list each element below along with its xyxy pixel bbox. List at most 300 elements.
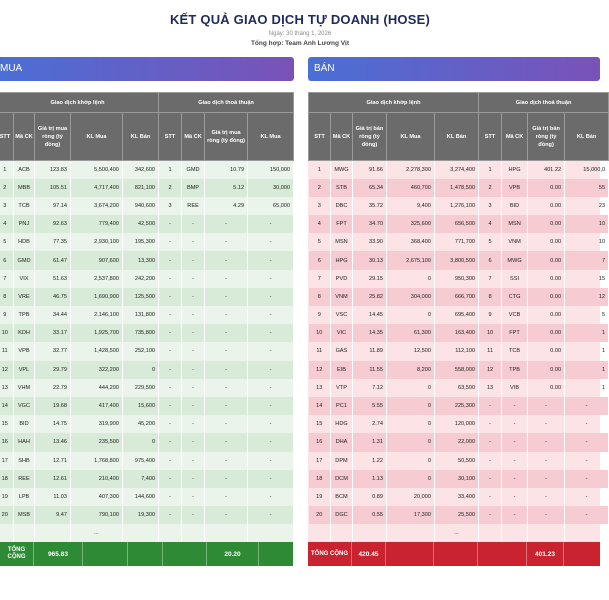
table-cell: 30,000 <box>248 179 294 197</box>
table-cell: - <box>205 251 248 269</box>
table-cell: 1,925,700 <box>71 324 123 342</box>
ticker-cell: HAH <box>14 433 35 451</box>
table-row <box>0 215 294 233</box>
table-cell: 63,500 <box>435 379 479 397</box>
table-cell <box>387 524 435 542</box>
buy-total-blank <box>128 542 163 566</box>
table-cell: 950,300 <box>435 270 479 288</box>
table-cell: - <box>565 415 609 433</box>
page-title: KẾT QUẢ GIAO DỊCH TỰ DOANH (HOSE) <box>169 12 431 27</box>
table-cell: - <box>248 361 294 379</box>
table-cell: - <box>205 233 248 251</box>
buy-total-blank <box>163 542 207 566</box>
table-cell: 20,000 <box>387 488 435 506</box>
ticker-cell: MBB <box>14 179 35 197</box>
table-cell: 29.15 <box>353 270 387 288</box>
table-cell: - <box>248 488 294 506</box>
table-cell: - <box>565 506 609 524</box>
table-cell <box>248 524 294 542</box>
ticker-cell: MSB <box>14 506 35 524</box>
table-cell: - <box>248 324 294 342</box>
table-cell: 779,400 <box>71 215 123 233</box>
table-cell: 7.12 <box>353 379 387 397</box>
table-cell: 32.77 <box>35 342 71 360</box>
table-cell: 92.63 <box>35 215 71 233</box>
table-row <box>0 379 294 397</box>
table-cell: 1,428,500 <box>71 342 123 360</box>
buy-group-match: Giao dịch khớp lệnh <box>0 93 159 113</box>
ticker-cell: VRE <box>14 288 35 306</box>
table-cell: 17,300 <box>387 506 435 524</box>
ticker-cell: SHB <box>14 452 35 470</box>
table-cell: - <box>528 433 565 451</box>
table-cell: 15 <box>309 415 331 433</box>
ticker-cell: VNM <box>331 288 353 306</box>
table-row <box>0 470 294 488</box>
ticker-cell: HDB <box>14 233 35 251</box>
ticker-cell: BCM <box>331 488 353 506</box>
table-cell: 55 <box>565 179 609 197</box>
sell-total-row <box>308 542 600 566</box>
table-cell: - <box>205 288 248 306</box>
table-cell: - <box>565 452 609 470</box>
table-cell: 105.51 <box>35 179 71 197</box>
col-header: Giá trị mua ròng (tỷ đồng) <box>205 113 248 161</box>
table-cell: 13,300 <box>123 251 159 269</box>
table-cell: 34.70 <box>353 215 387 233</box>
table-cell: 19 <box>309 488 331 506</box>
table-cell: - <box>159 251 182 269</box>
ticker-cell: MWG <box>502 251 528 269</box>
table-cell: 0 <box>387 306 435 324</box>
table-cell: 7 <box>309 270 331 288</box>
ticker-cell <box>331 524 353 542</box>
table-cell: 163,400 <box>435 324 479 342</box>
table-cell: 11.03 <box>35 488 71 506</box>
table-row <box>0 433 294 451</box>
table-cell: - <box>528 415 565 433</box>
table-cell: 0 <box>123 361 159 379</box>
table-row <box>309 342 609 360</box>
table-cell: 2 <box>159 179 182 197</box>
ticker-cell: REE <box>14 470 35 488</box>
col-header: KL Bán <box>565 113 609 161</box>
table-cell: 342,600 <box>123 161 159 179</box>
table-cell: - <box>205 270 248 288</box>
table-cell: 61,300 <box>387 324 435 342</box>
table-cell: - <box>479 415 502 433</box>
ticker-cell: - <box>182 415 205 433</box>
ticker-cell: MSN <box>331 233 353 251</box>
table-cell: - <box>205 488 248 506</box>
table-row <box>0 270 294 288</box>
table-cell: 5 <box>565 306 609 324</box>
table-cell: 12 <box>309 361 331 379</box>
table-cell: 2.74 <box>353 415 387 433</box>
table-cell: 9,400 <box>387 197 435 215</box>
col-header: Mã CK <box>331 113 353 161</box>
table-cell: 735,800 <box>123 324 159 342</box>
table-cell: 5.55 <box>353 397 387 415</box>
table-cell: 11.55 <box>353 361 387 379</box>
table-cell: 195,300 <box>123 233 159 251</box>
table-cell: 30,100 <box>435 470 479 488</box>
table-cell: 0.00 <box>528 197 565 215</box>
table-cell: 0.00 <box>528 342 565 360</box>
ticker-cell: VCB <box>502 306 528 324</box>
table-cell: 242,200 <box>123 270 159 288</box>
ticker-cell: VHM <box>14 379 35 397</box>
ticker-cell: BID <box>502 197 528 215</box>
table-cell: - <box>565 488 609 506</box>
table-cell <box>123 524 159 542</box>
table-row <box>309 452 609 470</box>
table-row <box>0 361 294 379</box>
buy-table-body <box>0 161 294 543</box>
table-cell: - <box>248 506 294 524</box>
table-cell: 7,400 <box>123 470 159 488</box>
table-cell: 8 <box>0 288 14 306</box>
table-cell: 4 <box>309 215 331 233</box>
table-cell: 15 <box>0 415 14 433</box>
ticker-cell: DCM <box>331 470 353 488</box>
table-cell: 9 <box>0 306 14 324</box>
table-row <box>309 524 609 542</box>
table-cell <box>309 524 331 542</box>
table-cell: 5 <box>479 233 502 251</box>
table-cell: - <box>205 215 248 233</box>
table-cell: 16 <box>0 433 14 451</box>
buy-total-row <box>0 542 293 566</box>
table-cell: - <box>205 324 248 342</box>
buy-total-blank <box>83 542 128 566</box>
table-cell: 235,500 <box>71 433 123 451</box>
table-row <box>309 251 609 269</box>
table-cell: 4.29 <box>205 197 248 215</box>
table-cell: 0 <box>387 379 435 397</box>
table-cell: 13 <box>309 379 331 397</box>
col-header: KL Mua <box>71 113 123 161</box>
ticker-cell: - <box>182 506 205 524</box>
table-cell: 0.00 <box>528 215 565 233</box>
table-cell: 0.00 <box>528 233 565 251</box>
table-row <box>309 397 609 415</box>
ticker-cell: SSI <box>502 270 528 288</box>
buy-group-deal: Giao dịch thoả thuận <box>159 93 294 113</box>
table-cell: 3,800,500 <box>435 251 479 269</box>
table-cell: 940,600 <box>123 197 159 215</box>
table-row <box>309 288 609 306</box>
ticker-cell: FPT <box>502 324 528 342</box>
table-cell: 4 <box>479 215 502 233</box>
table-cell: 322,200 <box>71 361 123 379</box>
col-header: Mã CK <box>502 113 528 161</box>
table-cell: 444,200 <box>71 379 123 397</box>
table-cell: 790,100 <box>71 506 123 524</box>
col-header: KL Mua <box>248 113 294 161</box>
table-cell: ... <box>71 524 123 542</box>
table-cell: 2,930,100 <box>71 233 123 251</box>
table-cell: 1.22 <box>353 452 387 470</box>
table-cell <box>0 524 14 542</box>
ticker-cell: - <box>182 433 205 451</box>
col-header: KL Bán <box>123 113 159 161</box>
table-cell: 13 <box>0 379 14 397</box>
table-cell: 6 <box>479 251 502 269</box>
table-cell: 30.13 <box>353 251 387 269</box>
table-cell: 0.00 <box>528 306 565 324</box>
ticker-cell <box>502 524 528 542</box>
ticker-cell: - <box>182 488 205 506</box>
table-cell: 2 <box>479 179 502 197</box>
ticker-cell: VGC <box>14 397 35 415</box>
table-cell: - <box>159 361 182 379</box>
table-cell: 6 <box>309 251 331 269</box>
buy-section-banner: MUA <box>0 57 294 81</box>
table-cell: - <box>205 342 248 360</box>
ticker-cell: PVD <box>331 270 353 288</box>
table-row <box>0 251 294 269</box>
table-cell: 0.00 <box>528 288 565 306</box>
col-header: Giá trị bán ròng (tỷ đồng) <box>353 113 387 161</box>
table-cell: - <box>248 215 294 233</box>
ticker-cell: - <box>182 342 205 360</box>
table-cell <box>565 524 609 542</box>
table-cell: 14 <box>309 397 331 415</box>
ticker-cell: - <box>182 288 205 306</box>
table-cell: 0.00 <box>528 361 565 379</box>
table-cell: - <box>159 306 182 324</box>
table-cell: 10 <box>565 233 609 251</box>
table-cell: 4,717,400 <box>71 179 123 197</box>
table-cell: 42,500 <box>123 215 159 233</box>
table-cell: 3 <box>479 197 502 215</box>
table-cell: 0.00 <box>528 270 565 288</box>
table-cell: 20 <box>309 506 331 524</box>
table-cell: 8,200 <box>387 361 435 379</box>
table-cell: - <box>479 488 502 506</box>
col-header: Mã CK <box>14 113 35 161</box>
table-cell: 0.00 <box>528 379 565 397</box>
table-cell: 17 <box>0 452 14 470</box>
table-cell: - <box>159 342 182 360</box>
table-cell: - <box>479 433 502 451</box>
table-cell: - <box>248 470 294 488</box>
table-row <box>309 324 609 342</box>
table-cell: 12 <box>0 361 14 379</box>
table-cell: 19,300 <box>123 506 159 524</box>
col-header: STT <box>0 113 14 161</box>
table-cell: 1 <box>565 342 609 360</box>
table-cell: 3,674,200 <box>71 197 123 215</box>
table-cell: - <box>248 342 294 360</box>
table-cell: 0.00 <box>528 179 565 197</box>
table-cell: 7 <box>479 270 502 288</box>
table-cell: 77.35 <box>35 233 71 251</box>
table-cell: 975,400 <box>123 452 159 470</box>
ticker-cell: TCB <box>14 197 35 215</box>
table-cell: - <box>159 488 182 506</box>
ticker-cell: KDH <box>14 324 35 342</box>
ticker-cell: - <box>182 452 205 470</box>
table-cell: 0 <box>387 270 435 288</box>
table-cell: 3 <box>309 197 331 215</box>
ticker-cell: REE <box>182 197 205 215</box>
table-cell: 1 <box>565 379 609 397</box>
table-row <box>0 397 294 415</box>
table-cell: 0.00 <box>528 324 565 342</box>
table-cell: 91.66 <box>353 161 387 179</box>
table-cell: 61.47 <box>35 251 71 269</box>
table-cell: 1,690,900 <box>71 288 123 306</box>
col-header: STT <box>309 113 331 161</box>
table-cell <box>353 524 387 542</box>
table-cell: - <box>205 452 248 470</box>
table-cell: 11 <box>479 342 502 360</box>
sell-total-deal: 401.23 <box>527 542 564 566</box>
report-author: Tổng hợp: Team Anh Lương Vịt <box>250 40 350 47</box>
buy-total-match: 965.83 <box>34 542 83 566</box>
table-cell <box>528 524 565 542</box>
table-cell: 9.47 <box>35 506 71 524</box>
table-cell: 10 <box>565 215 609 233</box>
table-cell: 2,675,100 <box>387 251 435 269</box>
table-cell: 0.55 <box>353 506 387 524</box>
table-cell: 46.75 <box>35 288 71 306</box>
ticker-cell: - <box>182 324 205 342</box>
table-cell: - <box>528 452 565 470</box>
ticker-cell: HPG <box>502 161 528 179</box>
table-cell: 2,146,100 <box>71 306 123 324</box>
table-cell: 1.13 <box>353 470 387 488</box>
table-cell: 17 <box>309 452 331 470</box>
table-cell: 18 <box>309 470 331 488</box>
table-cell: 558,000 <box>435 361 479 379</box>
table-cell: - <box>248 233 294 251</box>
col-header: STT <box>479 113 502 161</box>
table-cell: 11.89 <box>353 342 387 360</box>
ticker-cell: EIB <box>331 361 353 379</box>
sell-group-deal: Giao dịch thoả thuận <box>479 93 609 113</box>
table-row <box>0 452 294 470</box>
table-cell: 34.44 <box>35 306 71 324</box>
ticker-cell: STB <box>331 179 353 197</box>
table-row <box>0 161 294 179</box>
table-row <box>0 197 294 215</box>
col-header: KL Mua <box>387 113 435 161</box>
table-cell: - <box>159 233 182 251</box>
ticker-cell: VPB <box>14 342 35 360</box>
table-cell: 666,700 <box>435 288 479 306</box>
table-cell: - <box>248 415 294 433</box>
table-cell: 229,500 <box>123 379 159 397</box>
table-row <box>0 506 294 524</box>
table-cell: 325,600 <box>387 215 435 233</box>
table-cell: - <box>248 433 294 451</box>
table-row <box>0 306 294 324</box>
ticker-cell: - <box>502 415 528 433</box>
table-cell: 15,600 <box>123 397 159 415</box>
table-cell: 9 <box>479 306 502 324</box>
table-cell: 131,800 <box>123 306 159 324</box>
table-cell: - <box>205 306 248 324</box>
table-cell: 12 <box>479 361 502 379</box>
table-cell: 33.17 <box>35 324 71 342</box>
table-row <box>0 233 294 251</box>
table-cell: 51.63 <box>35 270 71 288</box>
ticker-cell: - <box>182 251 205 269</box>
ticker-cell: - <box>182 361 205 379</box>
ticker-cell: - <box>182 397 205 415</box>
ticker-cell: TPB <box>14 306 35 324</box>
table-row <box>309 379 609 397</box>
table-row <box>309 270 609 288</box>
table-cell: - <box>159 270 182 288</box>
col-header: Mã CK <box>182 113 205 161</box>
ticker-cell: - <box>502 488 528 506</box>
table-cell: 407,300 <box>71 488 123 506</box>
ticker-cell: - <box>502 506 528 524</box>
table-cell: 14.45 <box>353 306 387 324</box>
table-cell: - <box>479 452 502 470</box>
table-cell: 22.79 <box>35 379 71 397</box>
table-cell <box>479 524 502 542</box>
ticker-cell <box>182 524 205 542</box>
table-cell: 18 <box>0 470 14 488</box>
table-cell: - <box>205 433 248 451</box>
table-cell: 1 <box>565 324 609 342</box>
table-row <box>309 215 609 233</box>
ticker-cell: VIX <box>14 270 35 288</box>
table-cell: 150,000 <box>248 161 294 179</box>
col-header: Giá trị mua ròng (tỷ đồng) <box>35 113 71 161</box>
ticker-cell: VSC <box>331 306 353 324</box>
buy-total-deal: 20.20 <box>207 542 259 566</box>
table-cell: 19.68 <box>35 397 71 415</box>
ticker-cell: PC1 <box>331 397 353 415</box>
ticker-cell: - <box>182 215 205 233</box>
table-cell: 0 <box>387 415 435 433</box>
table-cell: 5 <box>0 233 14 251</box>
sell-section-banner: BÁN <box>308 57 600 81</box>
table-cell: 1,276,100 <box>435 197 479 215</box>
ticker-cell: MWG <box>331 161 353 179</box>
table-cell: - <box>159 379 182 397</box>
table-cell: - <box>248 288 294 306</box>
table-cell: 45,200 <box>123 415 159 433</box>
table-cell: 0 <box>123 433 159 451</box>
table-cell: 5,500,400 <box>71 161 123 179</box>
table-cell: 10.79 <box>205 161 248 179</box>
table-cell: - <box>205 506 248 524</box>
buy-table <box>0 92 294 542</box>
table-cell: 1 <box>479 161 502 179</box>
buy-table-panel <box>0 92 293 566</box>
ticker-cell: CTG <box>502 288 528 306</box>
table-cell: - <box>205 397 248 415</box>
ticker-cell: VPL <box>14 361 35 379</box>
col-header: STT <box>159 113 182 161</box>
table-cell: 20 <box>0 506 14 524</box>
table-cell: - <box>205 361 248 379</box>
ticker-cell: FPT <box>331 215 353 233</box>
report-date: Ngày: 30 tháng 1, 2026 <box>268 31 332 37</box>
table-cell <box>205 524 248 542</box>
table-cell: 8 <box>479 288 502 306</box>
table-cell: 2,278,300 <box>387 161 435 179</box>
table-cell: - <box>528 397 565 415</box>
table-cell: 1.31 <box>353 433 387 451</box>
